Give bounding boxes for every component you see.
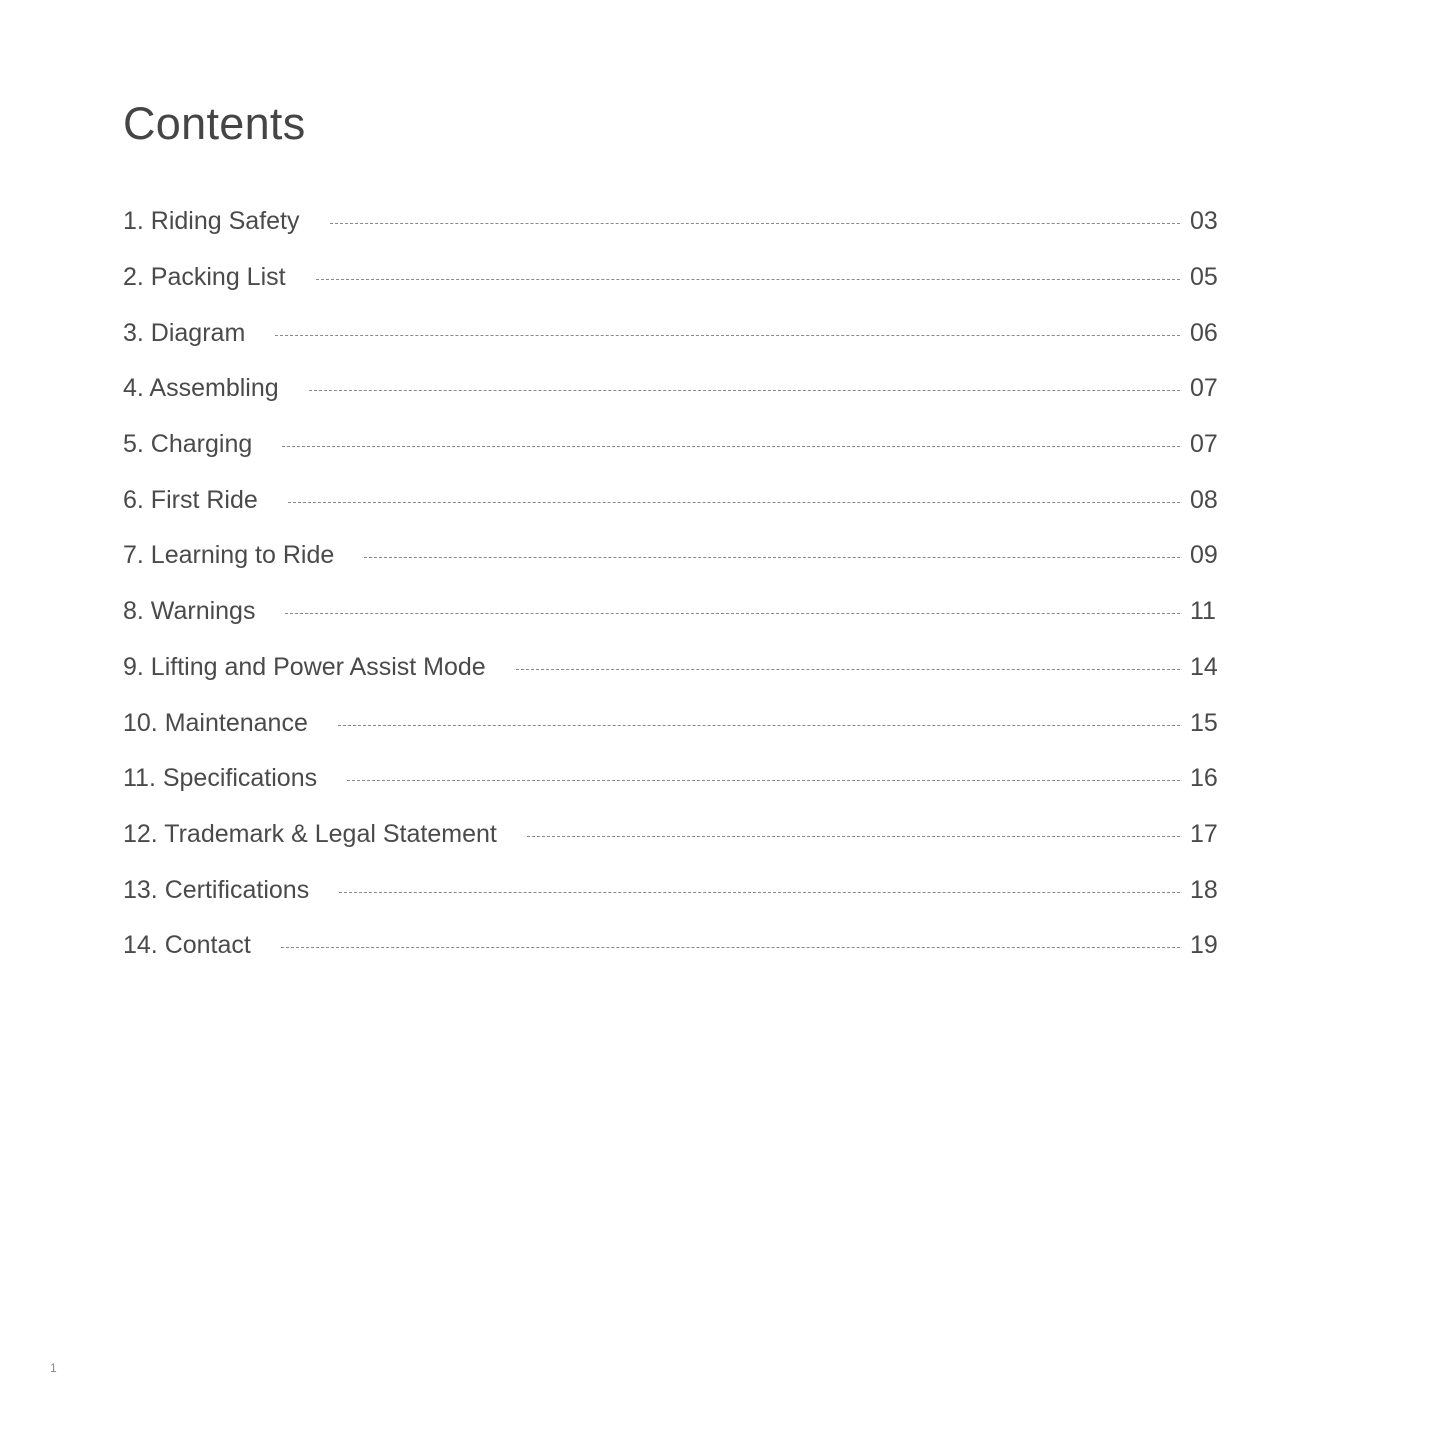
toc-entry-label: 10. Maintenance	[123, 708, 308, 737]
toc-entry-trademark-legal[interactable]	[123, 807, 1224, 863]
toc-entry-page: 08	[1190, 485, 1218, 514]
dotted-leader	[516, 669, 1180, 670]
toc-entry-label: 11. Specifications	[123, 764, 318, 793]
dotted-leader	[281, 947, 1180, 948]
toc-entry-label: 3. Diagram	[123, 318, 246, 347]
toc-entry-label: 4. Assembling	[123, 374, 279, 403]
dotted-leader	[282, 446, 1180, 447]
toc-entry-riding-safety[interactable]	[123, 194, 1224, 250]
toc-entry-label: 5. Charging	[123, 430, 253, 459]
dotted-leader	[347, 780, 1180, 781]
toc-entry-page: 17	[1190, 819, 1218, 848]
toc-entry-contact[interactable]	[123, 918, 1224, 974]
toc-entry-page: 06	[1190, 318, 1218, 347]
toc-entry-label: 2. Packing List	[123, 263, 286, 292]
toc-entry-page: 19	[1190, 931, 1218, 960]
toc-entry-page: 07	[1190, 430, 1218, 459]
toc-entry-packing-list[interactable]	[123, 250, 1224, 306]
toc-entry-certifications[interactable]	[123, 862, 1224, 918]
toc-entry-assembling[interactable]	[123, 361, 1224, 417]
toc-entry-charging[interactable]	[123, 417, 1224, 473]
toc-entry-page: 16	[1190, 764, 1218, 793]
toc-entry-label: 14. Contact	[123, 931, 251, 960]
toc-entry-label: 6. First Ride	[123, 485, 258, 514]
toc-entry-page: 03	[1190, 207, 1218, 236]
toc-entry-label: 12. Trademark & Legal Statement	[123, 819, 497, 848]
page-title: Contents	[123, 98, 306, 149]
toc-entry-label: 7. Learning to Ride	[123, 541, 335, 570]
toc-entry-page: 07	[1190, 374, 1218, 403]
toc-entry-page: 05	[1190, 263, 1218, 292]
page-number: 1	[50, 1361, 57, 1375]
toc-entry-page: 14	[1190, 652, 1218, 681]
toc-entry-maintenance[interactable]	[123, 695, 1224, 751]
toc-entry-specifications[interactable]	[123, 751, 1224, 807]
dotted-leader	[285, 613, 1180, 614]
toc-entry-label: 1. Riding Safety	[123, 207, 300, 236]
toc-entry-page: 09	[1190, 541, 1218, 570]
table-of-contents	[123, 194, 1224, 974]
toc-entry-diagram[interactable]	[123, 305, 1224, 361]
dotted-leader	[364, 557, 1180, 558]
toc-entry-page: 18	[1190, 875, 1218, 904]
toc-entry-page: 15	[1190, 708, 1218, 737]
toc-entry-label: 13. Certifications	[123, 875, 310, 904]
dotted-leader	[309, 390, 1180, 391]
toc-entry-first-ride[interactable]	[123, 472, 1224, 528]
dotted-leader	[275, 335, 1180, 336]
dotted-leader	[338, 725, 1180, 726]
toc-entry-label: 8. Warnings	[123, 597, 256, 626]
toc-entry-page: 11	[1190, 597, 1216, 626]
toc-entry-learning-to-ride[interactable]	[123, 528, 1224, 584]
toc-entry-label: 9. Lifting and Power Assist Mode	[123, 652, 486, 681]
dotted-leader	[288, 502, 1180, 503]
dotted-leader	[316, 279, 1180, 280]
dotted-leader	[339, 892, 1180, 893]
toc-entry-warnings[interactable]	[123, 584, 1224, 640]
toc-entry-lifting-power-assist[interactable]	[123, 640, 1224, 696]
dotted-leader	[330, 223, 1181, 224]
dotted-leader	[527, 836, 1180, 837]
